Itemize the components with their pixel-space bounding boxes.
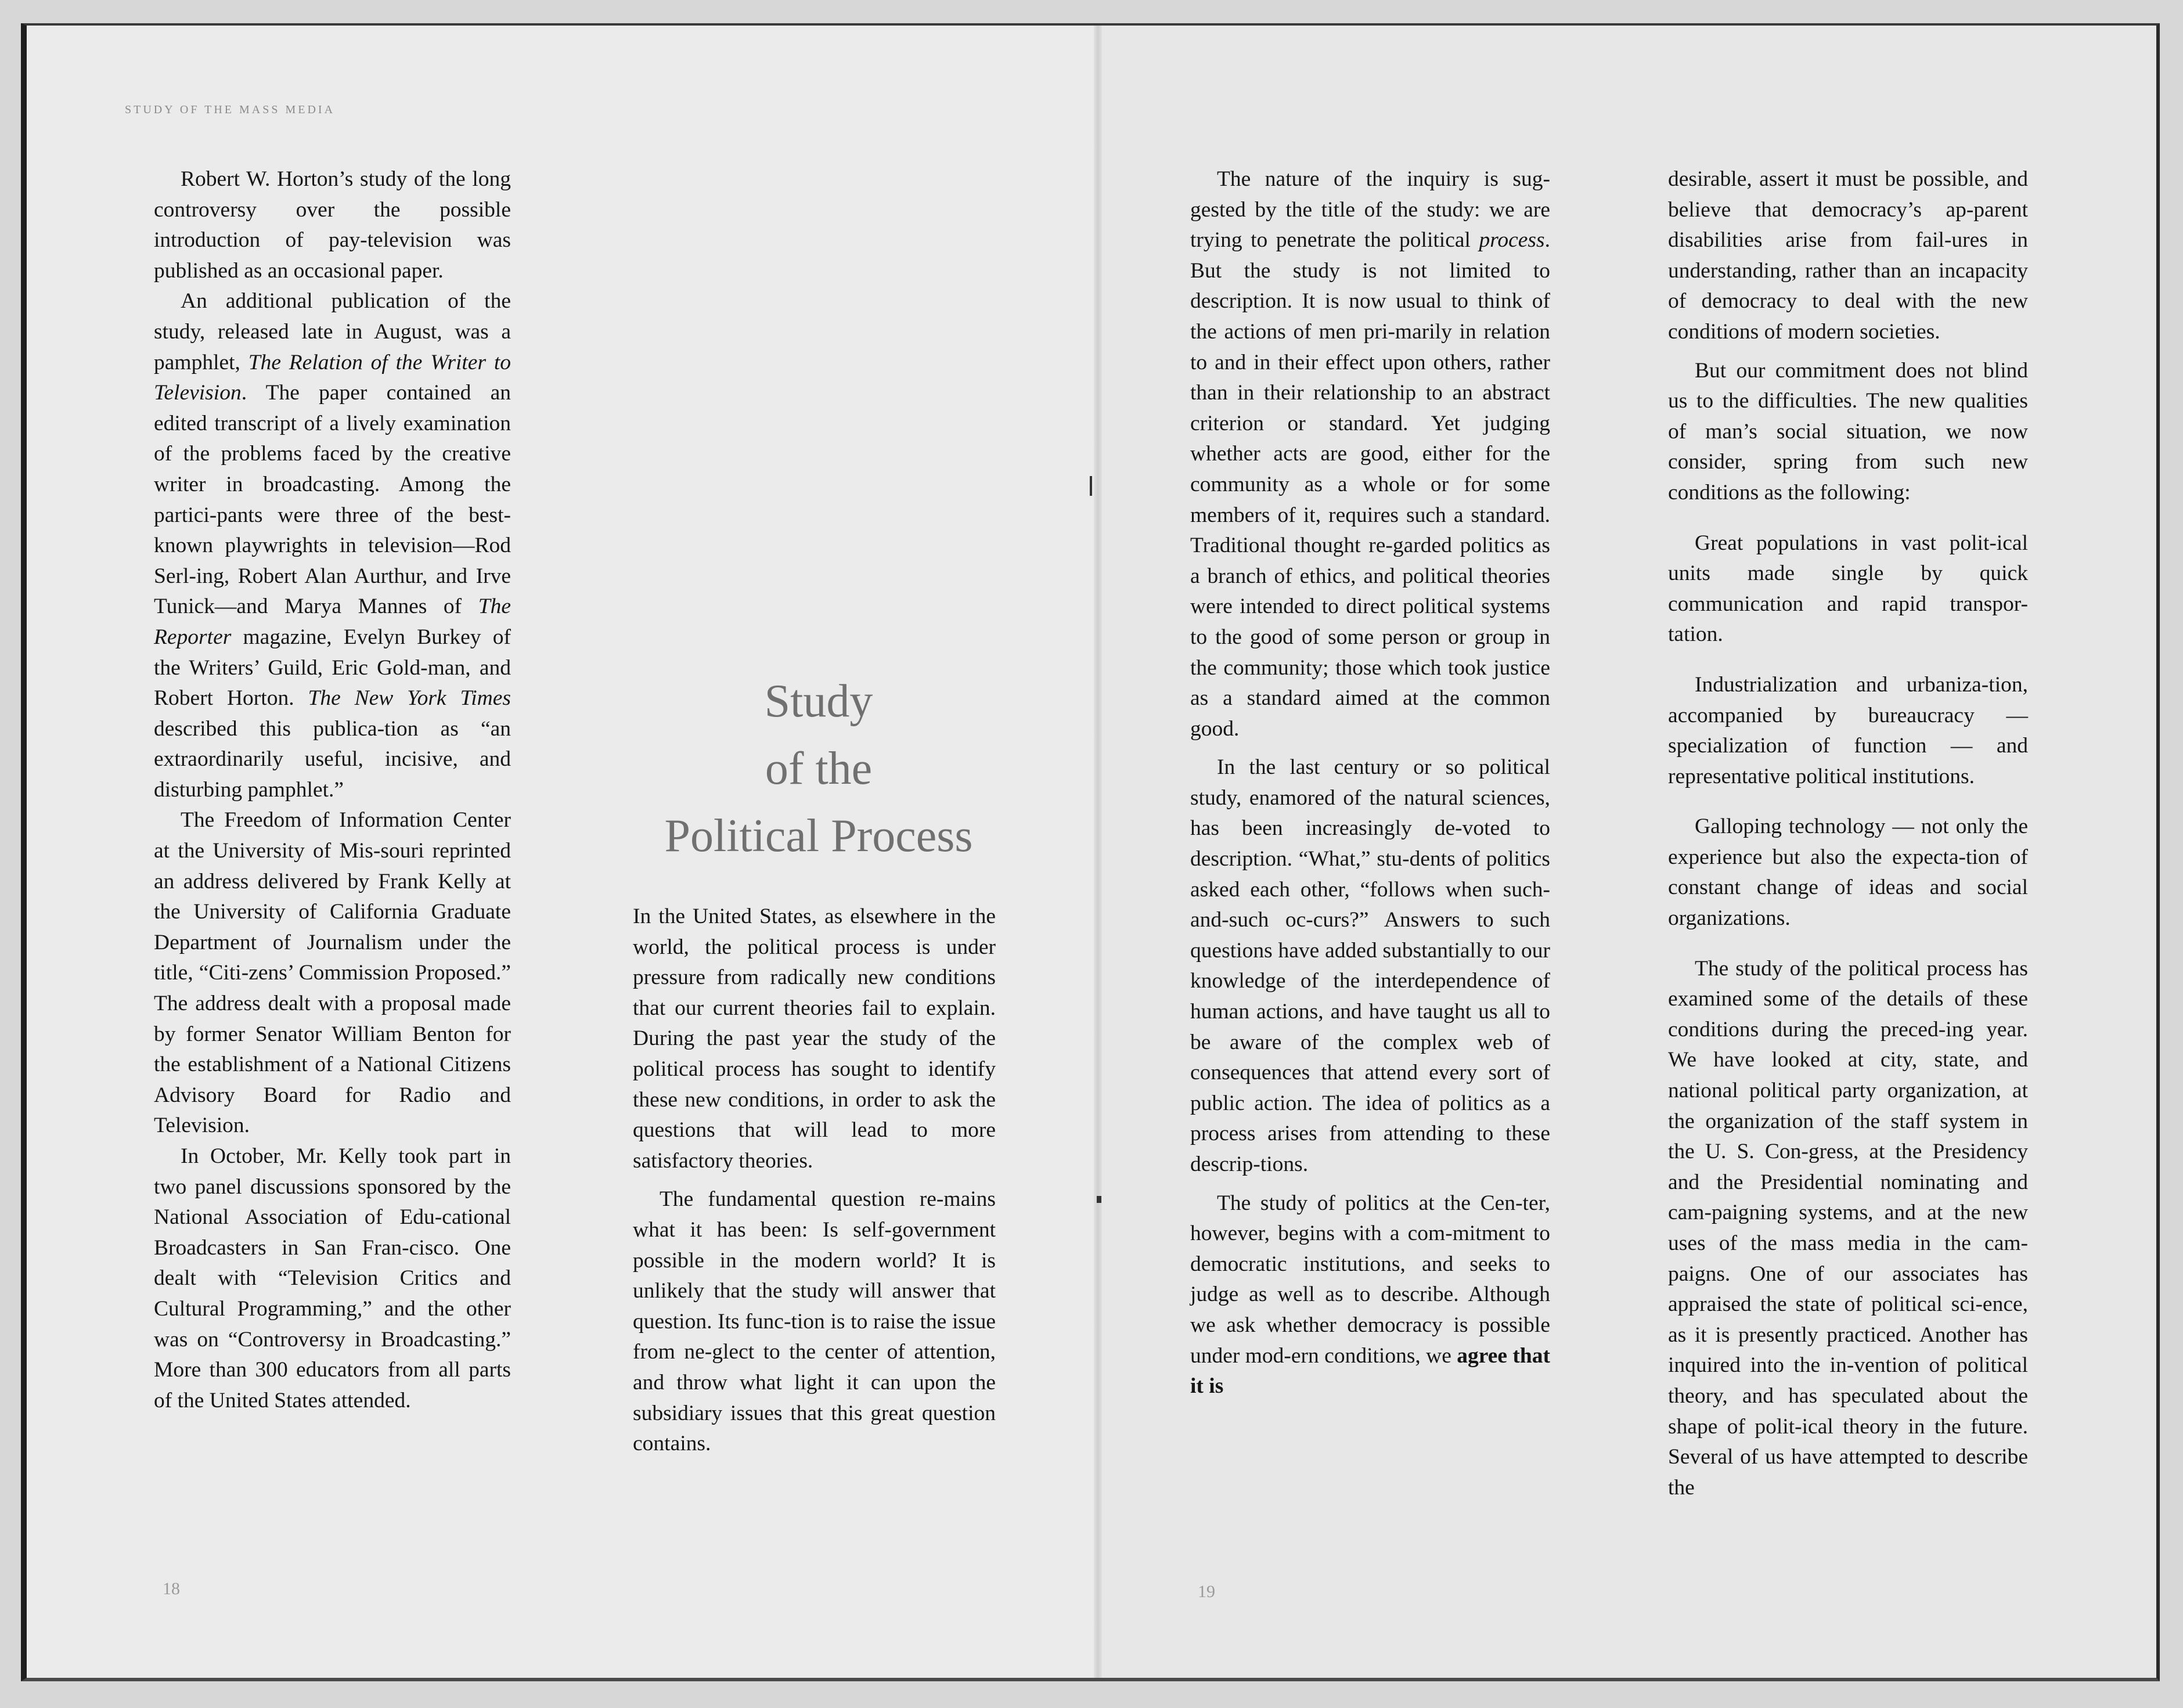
paragraph: The study of the political process has examined some of the details of these conditions during the preced-ing year. We have looked at city, state, and national political party organization, at the organization of the staff system in the U. S. Con-gress, at the Presidency and the Presidential nominating and cam-paigning systems, and at the new uses of the mass media in the cam-paigns. One of our associates has appraised the state of political sci-ence, as it is presently practiced. Another has inquired into the in-vention of political theory, and has speculated about the shape of polit-ical theory in the future. Several of us have attempted to describe the [1668,956,2028,1500]
title-line: Political Process [664,810,973,862]
list-item: Galloping technology — not only the experience but also the expecta-tion of constant change of ideas and social organizations. [1668,815,2028,931]
paragraph: The study of politics at the Cen-ter, however, begins with a com-mitment to democratic institutions, and seeks to judge as well as to describe. Although we ask whether democracy is possible under mod-ern conditions, we agree that it is [1190,1191,1550,1399]
running-head: STUDY OF THE MASS MEDIA [125,103,336,116]
right-column-1 [1190,164,1550,1402]
paragraph: In October, Mr. Kelly took part in two panel discussions sponsored by the National Association of Edu-cational Broadcasters in San Fran-cisco. One dealt with “Television Critics and Cultural Programming,” and the other was on “Controversy in Broadcasting.” More than 300 educators from all parts of the United States attended. [154,1144,511,1412]
right-column-2 [1668,164,2028,1503]
paragraph: desirable, assert it must be possible, and believe that democracy’s ap-parent disabilities arise from fail-ures in understanding, rather than an incapacity of democracy to deal with the new conditions of modern societies. [1668,167,2028,344]
paragraph: But our commitment does not blind us to the difficulties. The new qualities of man’s social situation, we now consider, spring from such new conditions as the following: [1668,358,2028,505]
registration-tick [1097,1196,1101,1203]
italic-title: The Reporter [154,594,511,649]
italic-word: process [1479,228,1545,253]
left-column-2 [633,902,996,1460]
paragraph: The fundamental question re-mains what it has been: Is self-government possible in the modern world? It is unlikely that the study will answer that question. Its func-tion is to raise the issue from ne-glect to the center of attention, and throw what light it can upon the subsidiary issues that this great question contains. [633,1187,996,1456]
paragraph: In the last century or so political study, enamored of the natural sciences, has been increasingly de-voted to description. “What,” stu-dents of politics asked each other, “follows when such-and-such oc-curs?” Answers to such questions have added substantially to our knowledge of the interdependence of human actions, and have taught us all to be aware of the complex web of consequences that attend every sort of public action. The idea of politics as a process arises from attending to these descrip-tions. [1190,755,1550,1176]
left-column-1 [154,164,511,1416]
paragraph: The nature of the inquiry is sug-gested by the title of the study: we are trying to penetrate the political process. But the study is not limited to description. It is now usual to think of the actions of men pri-marily in relation to and in their effect upon others, rather than in their relationship to an abstract criterion or standard. Yet judging whether acts are good, either for the community as a whole or for some members of it, requires such a standard. Traditional thought re-garded politics as a branch of ethics, and political theories were intended to direct political systems to the good of some person or group in the community; those which took justice as a standard aimed at the common good. [1190,167,1550,741]
paragraph: The Freedom of Information Center at the University of Mis-souri reprinted an address delivered by Frank Kelly at the University of California Graduate Department of Journalism under the title, “Citi-zens’ Commission Proposed.” The address dealt with a proposal made by former Senator William Benton for the establishment of a National Citizens Advisory Board for Radio and Television. [154,808,511,1138]
left-folio: 18 [163,1579,180,1598]
title-line: of the [765,743,873,794]
paragraph: In the United States, as elsewhere in the world, the political process is under pressure from radically new conditions that our current theories fail to explain. During the past year the study of the political process has sought to identify these new conditions, in order to ask the questions that will lead to more satisfactory theories. [633,905,996,1173]
section-title [592,668,1045,870]
book-gutter [1094,26,1102,1678]
italic-title: The New York Times [308,686,511,711]
italic-title: The Relation of the Writer to Television [154,350,511,405]
bold-phrase: agree that it is [1190,1343,1550,1399]
list-item: Industrialization and urbaniza-tion, accompanied by bureaucracy — specialization of function — and representative political institutions. [1668,672,2028,788]
list-item: Great populations in vast polit-ical units made single by quick communication and rapid transpor-tation. [1668,531,2028,647]
right-folio: 19 [1198,1582,1215,1601]
title-line: Study [764,676,873,727]
registration-tick [1090,476,1092,496]
paragraph: Robert W. Horton’s study of the long controversy over the possible introduction of pay-television was published as an occasional paper. [154,167,511,283]
paragraph: An additional publication of the study, released late in August, was a pamphlet, The Relation of the Writer to Television. The paper contained an edited transcript of a lively examination of the problems faced by the creative writer in broadcasting. Among the partici-pants were three of the best-known playwrights in television—Rod Serl-ing, Robert Alan Aurthur, and Irve Tunick—and Marya Mannes of The Reporter magazine, Evelyn Burkey of the Writers’ Guild, Eric Gold-man, and Robert Horton. The New York Times described this publica-tion as “an extraordinarily useful, incisive, and disturbing pamphlet.” [154,289,511,802]
